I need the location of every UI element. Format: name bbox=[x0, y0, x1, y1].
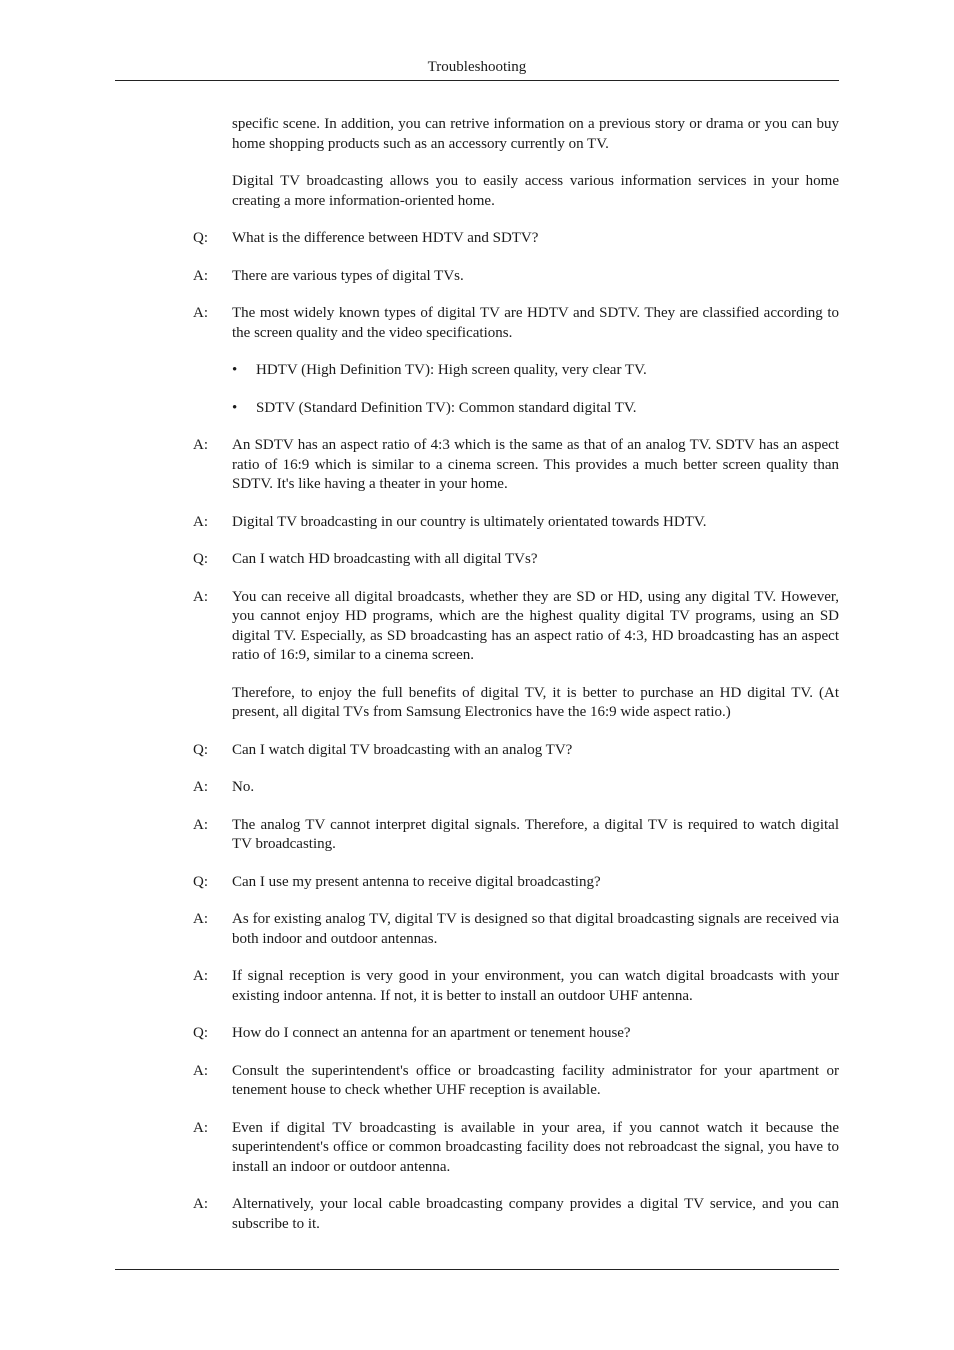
faq-content bbox=[0, 115, 954, 1252]
answer-label: A: bbox=[193, 1062, 208, 1079]
bullet-icon: • bbox=[232, 399, 238, 416]
entry-text: specific scene. In addition, you can retrive information on a previous story or drama or you can buy home shopping products such as an accessory currently on TV. bbox=[232, 116, 839, 152]
question-text: Can I use my present antenna to receive digital broadcasting? bbox=[232, 873, 601, 890]
question-label: Q: bbox=[193, 230, 208, 246]
answer-label: A: bbox=[193, 1119, 208, 1136]
answer-text: Even if digital TV broadcasting is available in your area, if you cannot watch it because the superintendent's office or common broadcasting facility does not rebroadcast the signal, you have to install an indoor or outdoor antenna. bbox=[232, 1119, 839, 1175]
answer-text: Digital TV broadcasting in our country is ultimately orientated towards HDTV. bbox=[232, 513, 707, 530]
answer-text: An SDTV has an aspect ratio of 4:3 which is the same as that of an analog TV. SDTV has an aspect ratio of 16:9 which is similar to a cinema screen. This provides a much better screen quality than SDTV. It's like having a theater in your home. bbox=[232, 437, 839, 492]
answer-entry bbox=[0, 1119, 954, 1178]
answer-label: A: bbox=[193, 1196, 208, 1212]
bullet-item bbox=[0, 361, 954, 381]
answer-label: A: bbox=[193, 305, 208, 321]
answer-text: No. bbox=[232, 779, 255, 795]
answer-label: A: bbox=[193, 588, 208, 605]
continuation-paragraph bbox=[0, 684, 954, 723]
answer-text: The most widely known types of digital TV are HDTV and SDTV. They are classified according to the screen quality and the video specifications. bbox=[232, 305, 839, 341]
answer-label: A: bbox=[193, 513, 208, 530]
answer-text: The analog TV cannot interpret digital signals. Therefore, a digital TV is required to watch digital TV broadcasting. bbox=[232, 816, 839, 852]
answer-label: A: bbox=[193, 437, 208, 453]
question-text: Can I watch digital TV broadcasting with an analog TV? bbox=[232, 741, 573, 758]
question-entry bbox=[0, 741, 954, 761]
question-entry bbox=[0, 229, 954, 249]
answer-entry bbox=[0, 304, 954, 343]
question-text: How do I connect an antenna for an apartment or tenement house? bbox=[232, 1025, 631, 1041]
question-entry bbox=[0, 873, 954, 893]
question-entry bbox=[0, 550, 954, 570]
answer-entry bbox=[0, 588, 954, 666]
answer-entry bbox=[0, 436, 954, 495]
answer-label: A: bbox=[193, 779, 208, 795]
entry-text: Therefore, to enjoy the full benefits of digital TV, it is better to purchase an HD digital TV. (At present, all digital TVs from Samsung Electronics have the 16:9 wide aspect ratio.) bbox=[232, 684, 839, 720]
bullet-item bbox=[0, 399, 954, 419]
continuation-paragraph bbox=[0, 172, 954, 211]
question-text: What is the difference between HDTV and SDTV? bbox=[232, 230, 539, 246]
answer-label: A: bbox=[193, 968, 208, 984]
bullet-icon: • bbox=[232, 362, 238, 378]
answer-entry bbox=[0, 1062, 954, 1101]
answer-label: A: bbox=[193, 911, 208, 927]
answer-entry bbox=[0, 267, 954, 287]
answer-entry bbox=[0, 1195, 954, 1234]
answer-entry bbox=[0, 967, 954, 1006]
question-label: Q: bbox=[193, 741, 208, 758]
page-header-title: Troubleshooting bbox=[427, 59, 527, 75]
footer-divider bbox=[115, 1269, 839, 1270]
answer-entry bbox=[0, 910, 954, 949]
question-label: Q: bbox=[193, 1025, 208, 1041]
bullet-text: SDTV (Standard Definition TV): Common standard digital TV. bbox=[256, 399, 637, 416]
answer-text: You can receive all digital broadcasts, whether they are SD or HD, using any digital TV. However, you cannot enjoy HD programs, which are the highest quality digital TV programs, using an SD digital TV. Especially, as SD broadcasting has an aspect ratio of 4:3, HD broadcasting has an aspect ratio of 16:9, similar to a cinema screen. bbox=[232, 588, 839, 663]
answer-entry bbox=[0, 778, 954, 798]
bullet-text: HDTV (High Definition TV): High screen quality, very clear TV. bbox=[256, 362, 647, 378]
answer-text: As for existing analog TV, digital TV is designed so that digital broadcasting signals are received via both indoor and outdoor antennas. bbox=[232, 911, 839, 947]
answer-entry bbox=[0, 816, 954, 855]
answer-text: Alternatively, your local cable broadcasting company provides a digital TV service, and you can subscribe to it. bbox=[232, 1196, 839, 1232]
question-entry bbox=[0, 1024, 954, 1044]
answer-label: A: bbox=[193, 816, 208, 833]
answer-text: Consult the superintendent's office or broadcasting facility administrator for your apartment or tenement house to check whether UHF reception is available. bbox=[232, 1062, 839, 1098]
answer-entry bbox=[0, 513, 954, 533]
question-label: Q: bbox=[193, 551, 208, 567]
continuation-paragraph bbox=[0, 115, 954, 154]
entry-text: Digital TV broadcasting allows you to easily access various information services in your home creating a more information-oriented home. bbox=[232, 173, 839, 209]
answer-label: A: bbox=[193, 267, 208, 284]
question-label: Q: bbox=[193, 873, 208, 890]
answer-text: There are various types of digital TVs. bbox=[232, 267, 464, 284]
answer-text: If signal reception is very good in your environment, you can watch digital broadcasts with your existing indoor antenna. If not, it is better to install an outdoor UHF antenna. bbox=[232, 968, 839, 1004]
question-text: Can I watch HD broadcasting with all digital TVs? bbox=[232, 551, 538, 567]
header-divider bbox=[115, 80, 839, 81]
